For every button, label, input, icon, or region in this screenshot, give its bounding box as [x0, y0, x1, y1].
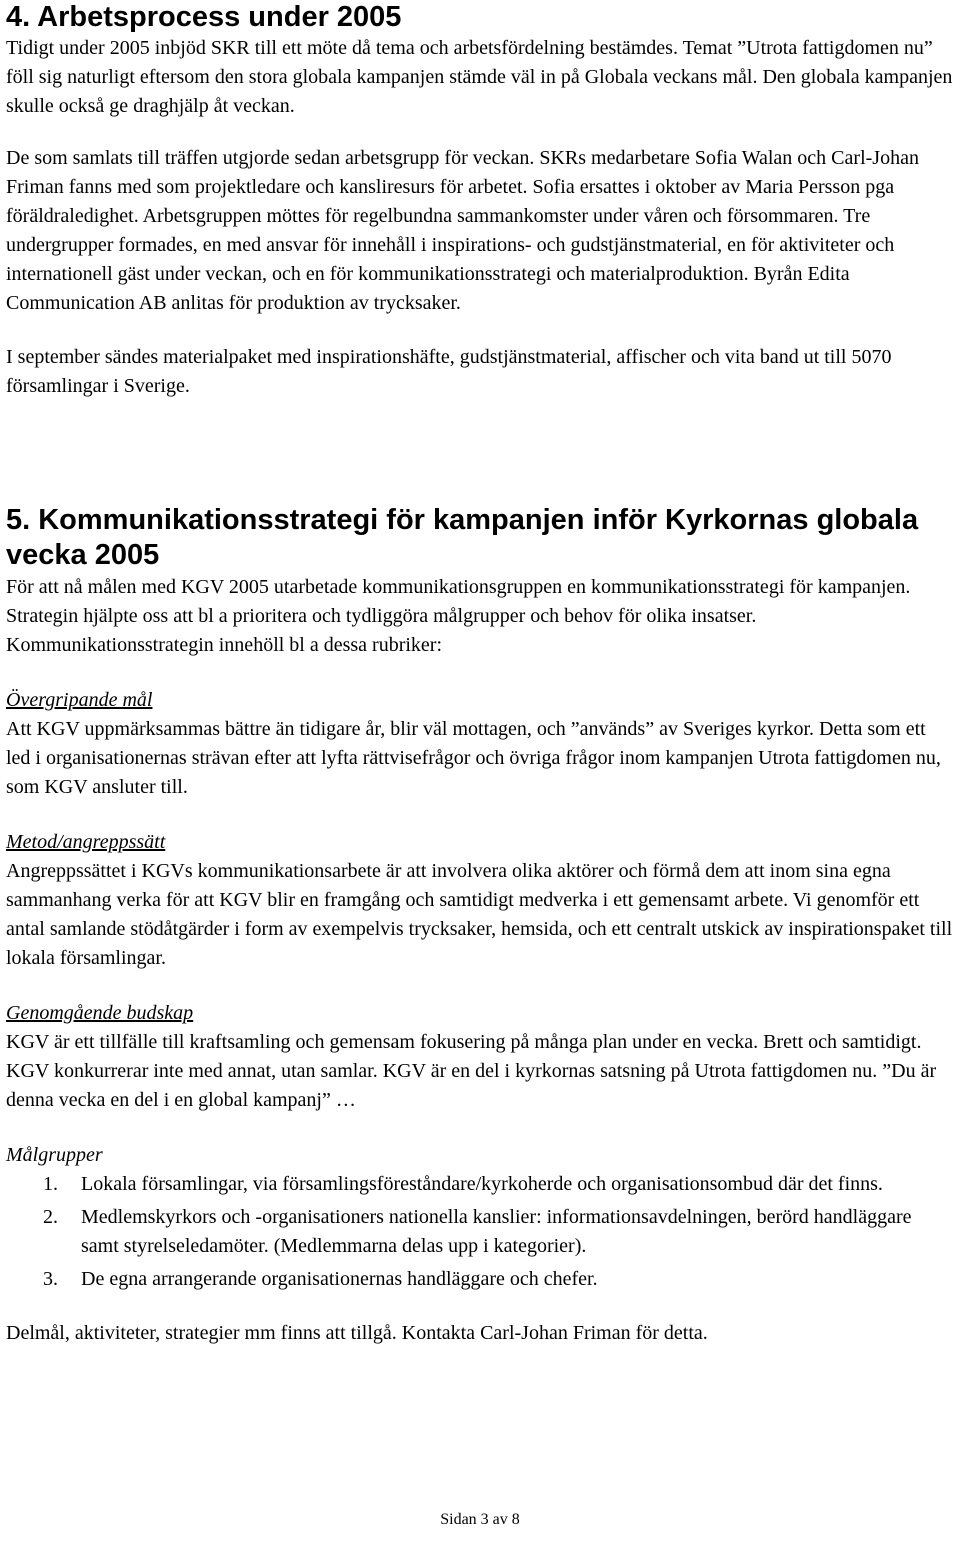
list-item-text: Medlemskyrkors och -organisationers nationella kanslier: informationsavdelningen, berörd handläggare samt styrelseledamöter. (Medlemmarna delas upp i kategorier). [81, 1206, 912, 1257]
list-item-number: 1. [43, 1173, 58, 1195]
subsection-text-budskap: KGV är ett tillfälle till kraftsamling och gemensam fokusering på många plan under en vecka. Brett och samtidigt. KGV konkurrerar inte med annat, utan samlar. KGV är en del i kyrkornas satsning på Utrota fattigdomen nu. ”Du är denna vecka en del i en global kampanj” … [6, 1031, 937, 1111]
subsection-text-overgripande: Att KGV uppmärksammas bättre än tidigare år, blir väl mottagen, och ”används” av Sveriges kyrkor. Detta som ett led i organisationernas strävan efter att lyfta rättvisefrågor och övriga frågor inom kampanjen Utrota fattigdomen nu, som KGV ansluter till. [6, 718, 941, 798]
subsection-malgrupper [6, 1141, 954, 1294]
list-item-text: Lokala församlingar, via församlingsföreståndare/kyrkoherde och organisationsombud där det finns. [81, 1173, 883, 1195]
section-5 [6, 503, 954, 1348]
subsection-budskap [6, 999, 954, 1115]
list-item-text: De egna arrangerande organisationernas handläggare och chefer. [81, 1268, 598, 1290]
list-item-number: 2. [43, 1206, 58, 1228]
subsection-heading-overgripande: Övergripande mål [6, 689, 153, 711]
subsection-overgripande [6, 686, 954, 802]
subsection-text-metod: Angreppssättet i KGVs kommunikationsarbete är att involvera olika aktörer och förmå dem att inom sina egna sammanhang verka för att KGV blir en framgång och samtidigt medverka i ett gemensamt arbete. Vi genomför ett antal samlande stödåtgärder i form av exempelvis trycksaker, hemsida, och ett centralt utskick av inspirationspaket till lokala församlingar. [6, 860, 953, 969]
section-5-heading: 5. Kommunikationsstrategi för kampanjen inför Kyrkornas globala vecka 2005 [6, 504, 919, 571]
section-4-paragraph-2: De som samlats till träffen utgjorde sedan arbetsgrupp för veckan. SKRs medarbetare Sofia Walan och Carl-Johan Friman fanns med som projektledare och kansliresurs för arbetet. Sofia ersattes i oktober av Maria Persson pga föräldraledighet. Arbetsgruppen möttes för regelbundna sammankomster under våren och försommaren. Tre undergrupper formades, en med ansvar för innehåll i inspirations- och gudstjänstmaterial, en för aktiviteter och internationell gäst under veckan, och en för kommunikationsstrategi och materialproduktion. Byrån Edita Communication AB anlitas för produktion av trycksaker. [6, 147, 919, 314]
section-4-heading: 4. Arbetsprocess under 2005 [6, 1, 402, 33]
subsection-heading-malgrupper: Målgrupper [6, 1144, 103, 1166]
section-5-intro: För att nå målen med KGV 2005 utarbetade kommunikationsgruppen en kommunikationsstrategi för kampanjen. Strategin hjälpte oss att bl a prioritera och tydliggöra målgrupper och behov för olika insatser. Kommunikationsstrategin innehöll bl a dessa rubriker: [6, 576, 911, 656]
closing-paragraph: Delmål, aktiviteter, strategier mm finns att tillgå. Kontakta Carl-Johan Friman för detta. [6, 1322, 708, 1344]
list-item [6, 1170, 954, 1199]
target-group-list [6, 1170, 954, 1294]
page-number-footer: Sidan 3 av 8 [440, 1511, 520, 1528]
list-item-number: 3. [43, 1268, 58, 1290]
subsection-heading-budskap: Genomgående budskap [6, 1002, 194, 1024]
subsection-metod [6, 828, 954, 973]
section-4-paragraph-3: I september sändes materialpaket med inspirationshäfte, gudstjänstmaterial, affischer och vita band ut till 5070 församlingar i Sverige. [6, 346, 892, 397]
subsection-heading-metod: Metod/angreppssätt [6, 831, 166, 853]
list-item [6, 1203, 954, 1261]
section-4 [6, 0, 954, 401]
section-4-paragraph-1: Tidigt under 2005 inbjöd SKR till ett möte då tema och arbetsfördelning bestämdes. Temat ”Utrota fattigdomen nu” föll sig naturligt eftersom den stora globala kampanjen stämde väl in på Globala veckans mål. Den globala kampanjen skulle också ge draghjälp åt veckan. [6, 37, 953, 117]
list-item [6, 1265, 954, 1294]
